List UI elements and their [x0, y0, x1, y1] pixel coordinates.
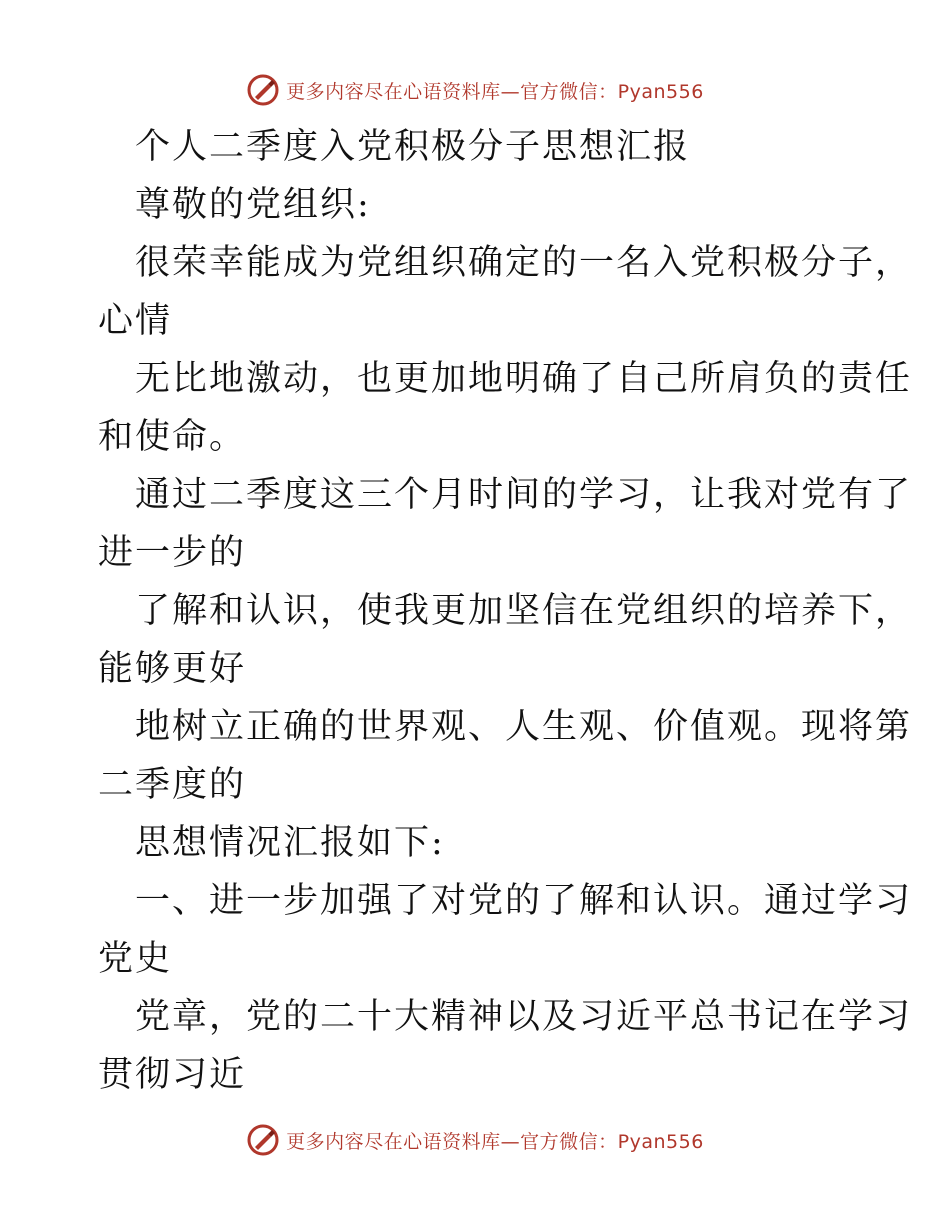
- pen-heart-logo-icon: [246, 73, 280, 107]
- paragraph-line: 二季度的: [98, 765, 247, 805]
- watermark-text: 更多内容尽在心语资料库—官方微信：Pyan556: [286, 1130, 704, 1153]
- footer-watermark-banner: [0, 1120, 950, 1160]
- watermark-text: 更多内容尽在心语资料库—官方微信：Pyan556: [286, 80, 704, 103]
- paragraph-line: 地树立正确的世界观、人生观、价值观。现将第: [135, 707, 913, 747]
- header-watermark-banner: [0, 70, 950, 110]
- paragraph-line: 一、进一步加强了对党的了解和认识。通过学习: [135, 881, 913, 921]
- salutation: 尊敬的党组织:: [135, 185, 371, 225]
- document-title: 个人二季度入党积极分子思想汇报: [135, 127, 691, 167]
- paragraph-line: 心情: [98, 301, 173, 341]
- paragraph-line: 贯彻习近: [98, 1055, 247, 1095]
- paragraph-line: 进一步的: [98, 533, 247, 573]
- paragraph-line: 很荣幸能成为党组织确定的一名入党积极分子，: [135, 243, 913, 283]
- paragraph-line: 和使命。: [98, 417, 247, 457]
- paragraph-line: 无比地激动，也更加地明确了自己所肩负的责任: [135, 359, 913, 399]
- paragraph-line: 能够更好: [98, 649, 247, 689]
- paragraph-line: 党史: [98, 939, 173, 979]
- paragraph-line: 通过二季度这三个月时间的学习，让我对党有了: [135, 475, 913, 515]
- paragraph-line: 思想情况汇报如下:: [135, 823, 445, 863]
- paragraph-line: 了解和认识，使我更加坚信在党组织的培养下，: [135, 591, 913, 631]
- pen-heart-logo-icon: [246, 1123, 280, 1157]
- document-body: [98, 118, 913, 1104]
- paragraph-line: 党章，党的二十大精神以及习近平总书记在学习: [135, 997, 913, 1037]
